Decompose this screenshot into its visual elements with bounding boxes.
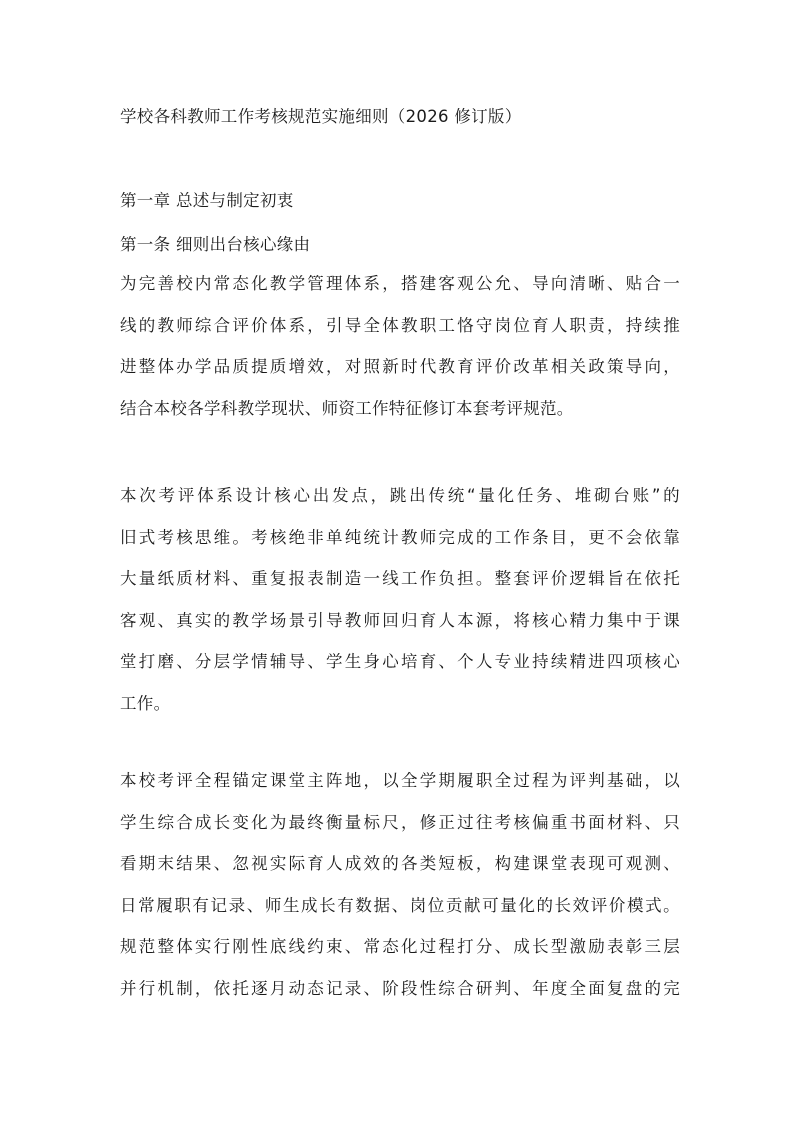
paragraph	[120, 263, 680, 429]
paragraph	[120, 475, 680, 724]
paragraph-line: 旧式考核思维。考核绝非单纯统计教师完成的工作条目，更不会依靠	[120, 527, 680, 547]
paragraph-line: 本次考评体系设计核心出发点，跳出传统“量化任务、堆砌台账”的	[120, 486, 680, 505]
paragraph-line: 规范整体实行刚性底线约束、常态化过程打分、成长型激励表彰三层	[120, 937, 680, 956]
paragraph-line: 工作。	[120, 693, 171, 713]
paragraph-line: 客观、真实的教学场景引导教师回归育人本源，将核心精力集中于课	[120, 610, 680, 630]
document-title: 学校各科教师工作考核规范实施细则（2026 修订版）	[120, 107, 522, 126]
paragraph-line: 线的教师综合评价体系，引导全体教职工恪守岗位育人职责，持续推	[120, 315, 680, 335]
paragraph-line: 学生综合成长变化为最终衡量标尺，修正过往考核偏重书面材料、只	[120, 812, 680, 832]
paragraph-line: 结合本校各学科教学现状、师资工作特征修订本套考评规范。	[120, 398, 574, 418]
paragraph-line: 堂打磨、分层学情辅导、学生身心培育、个人专业持续精进四项核心	[120, 652, 680, 671]
paragraph-line: 大量纸质材料、重复报表制造一线工作负担。整套评价逻辑旨在依托	[120, 569, 680, 588]
paragraph-line: 并行机制，依托逐月动态记录、阶段性综合研判、年度全面复盘的完	[120, 978, 680, 998]
paragraph-line: 看期末结果、忽视实际育人成效的各类短板，构建课堂表现可观测、	[120, 854, 680, 873]
article-heading: 第一条 细则出台核心缘由	[120, 235, 311, 254]
paragraph-line: 本校考评全程锚定课堂主阵地，以全学期履职全过程为评判基础，以	[120, 771, 680, 790]
paragraph	[120, 760, 680, 1009]
paragraph-line: 为完善校内常态化教学管理体系，搭建客观公允、导向清晰、贴合一	[120, 274, 680, 293]
paragraph-line: 进整体办学品质提质增效，对照新时代教育评价改革相关政策导向，	[120, 357, 680, 376]
chapter-heading: 第一章 总述与制定初衷	[120, 191, 294, 210]
paragraph-line: 日常履职有记录、师生成长有数据、岗位贡献可量化的长效评价模式。	[120, 895, 680, 915]
